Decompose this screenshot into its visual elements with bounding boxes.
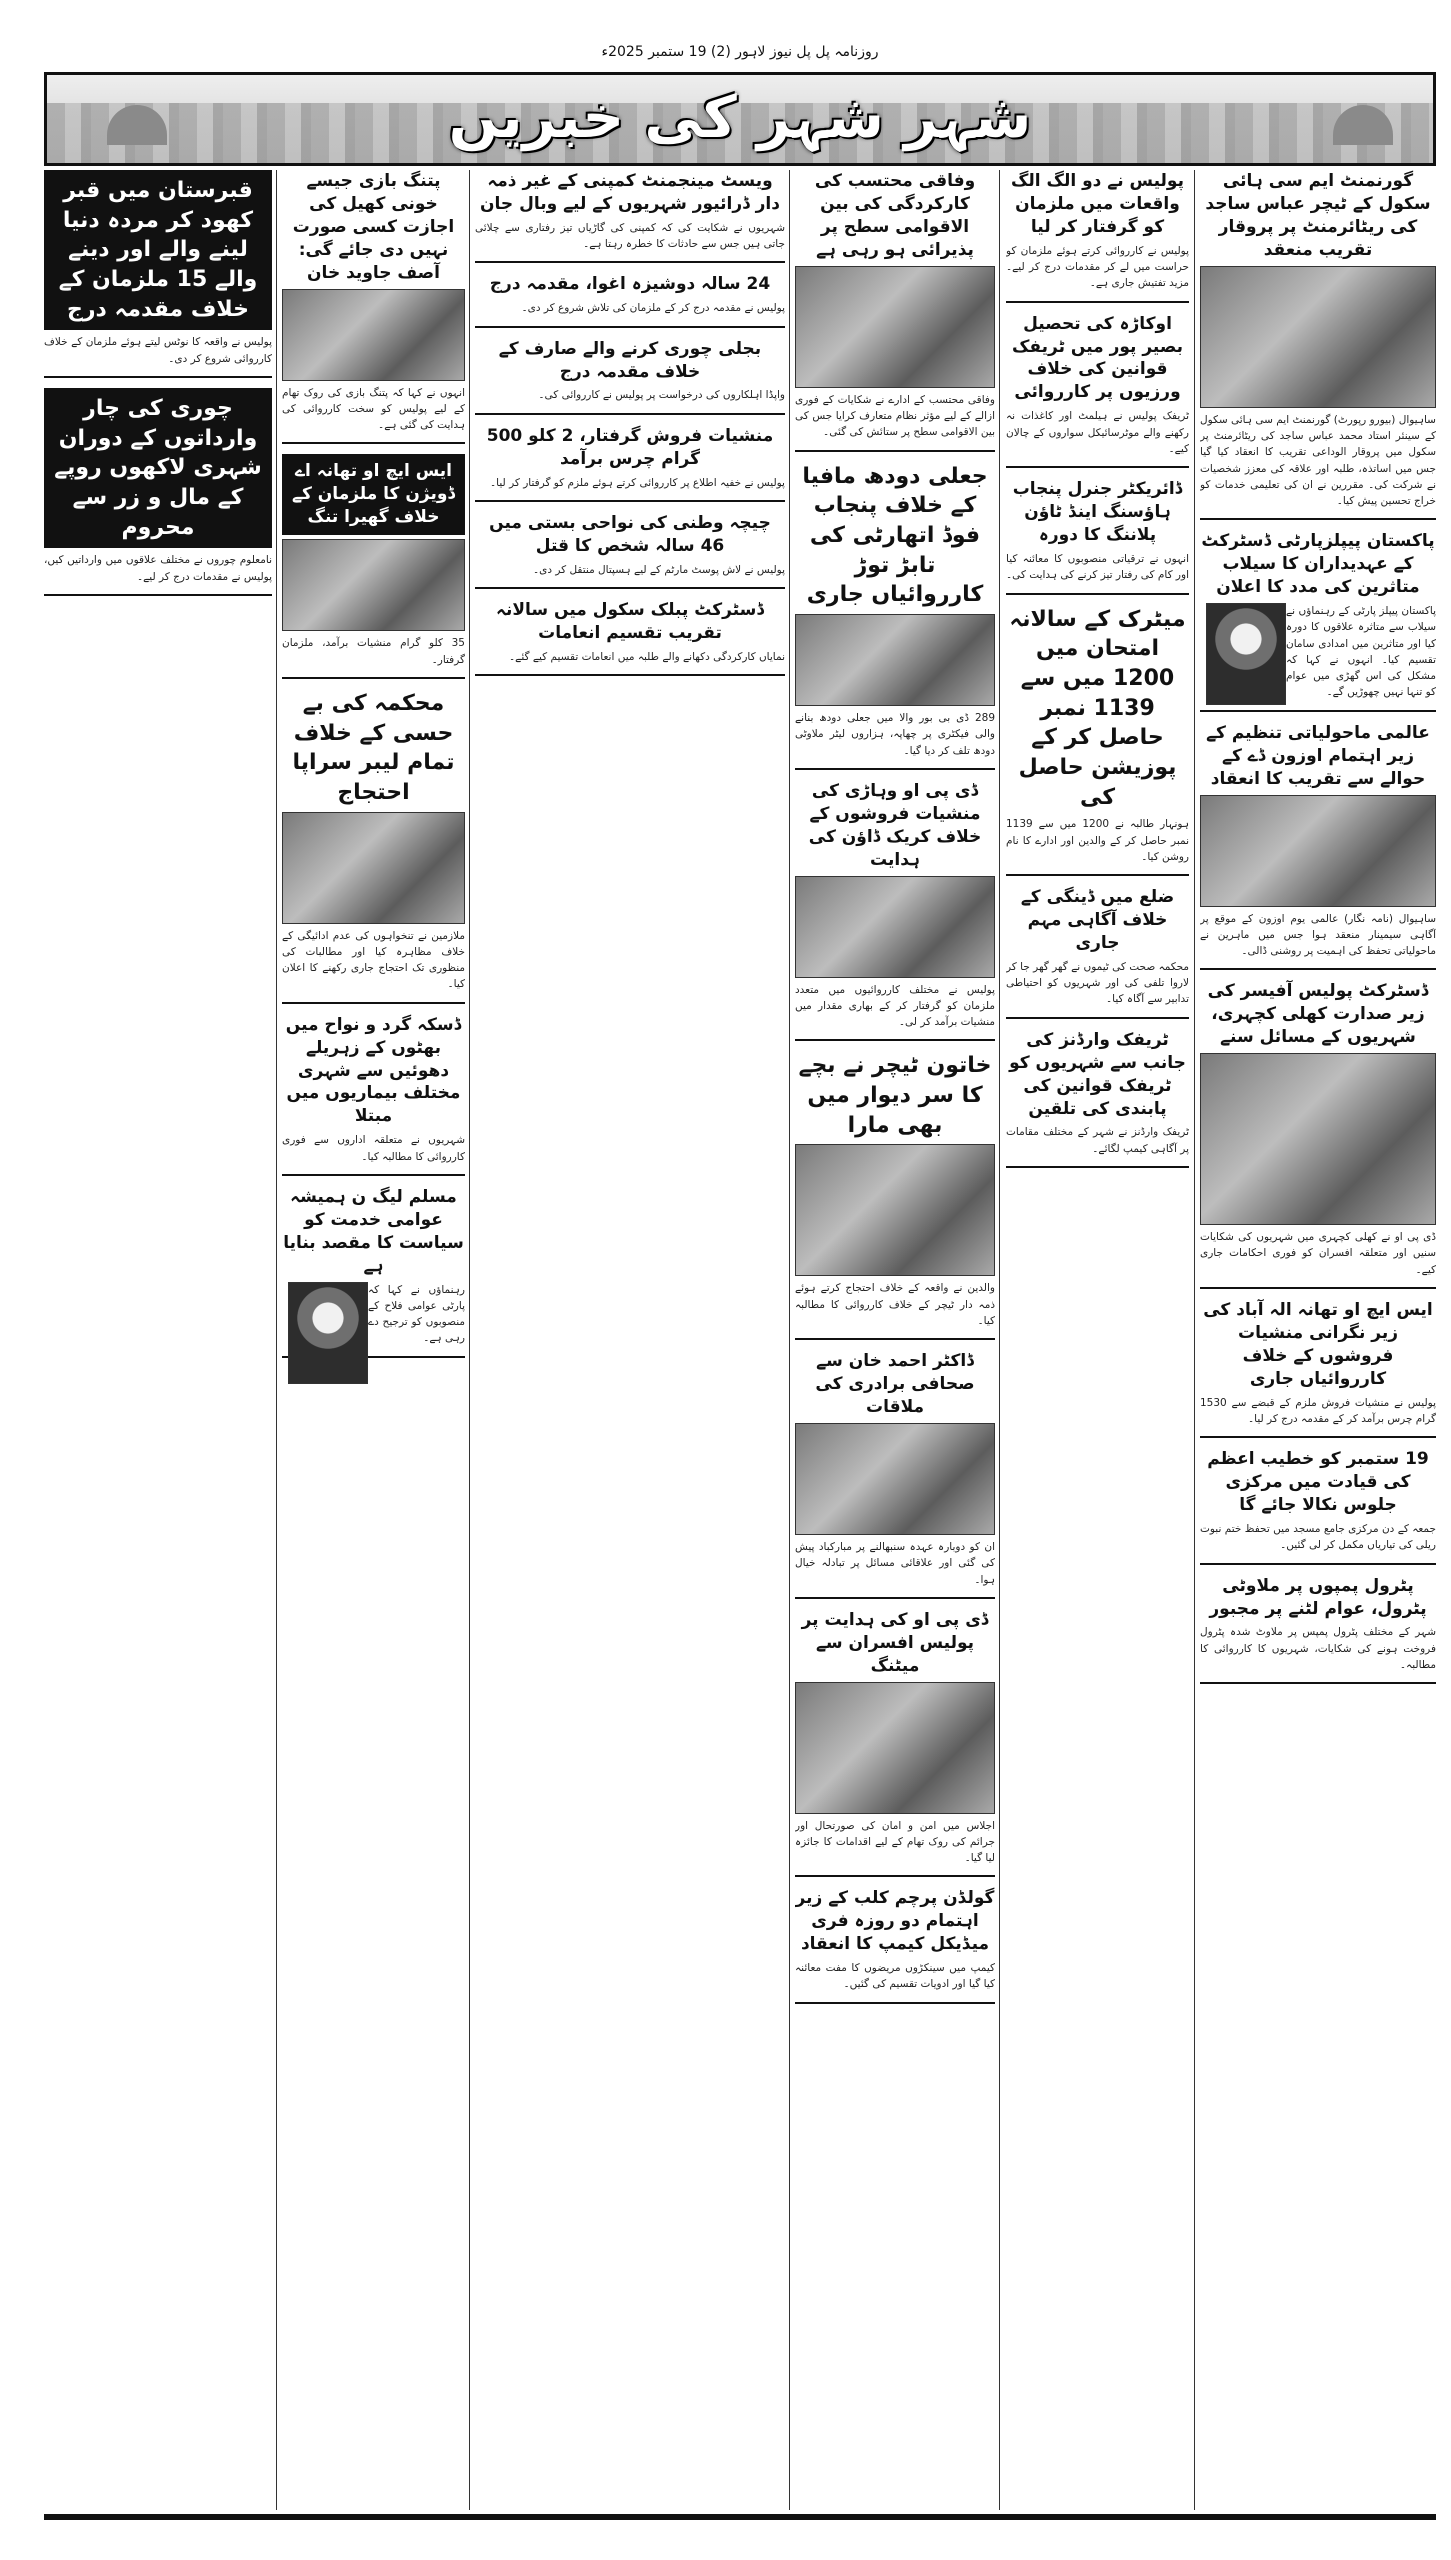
- article-body: شہریوں نے شکایت کی کہ کمپنی کی گاڑیاں تیز رفتاری سے چلائی جاتی ہیں جس سے حادثات کا خطرہ رہتا ہے۔: [475, 221, 785, 251]
- article-headline: 19 ستمبر کو خطیب اعظم کی قیادت میں مرکزی جلوس نکالا جائے گا: [1207, 1449, 1429, 1516]
- article-headline: پٹرول پمپوں پر ملاوٹی پٹرول، عوام لٹنے پر مجبور: [1209, 1575, 1427, 1619]
- news-article: [1200, 980, 1436, 1289]
- news-article: [1006, 313, 1189, 469]
- article-headline: مسلم لیگ ن ہمیشہ عوامی خدمت کو سیاست کا مقصد بنایا ہے: [283, 1186, 464, 1276]
- article-body: پولیس نے مختلف کارروائیوں میں متعدد ملزمان کو گرفتار کر کے بھاری مقدار میں منشیات برآمد کر لی۔: [795, 983, 995, 1029]
- article-body: پولیس نے واقعہ کا نوٹس لیتے ہوئے ملزمان کے خلاف کارروائی شروع کر دی۔: [44, 336, 272, 365]
- article-headline: ڈسٹرکٹ پولیس آفیسر کی زیر صدارت کھلی کچہری، شہریوں کے مسائل سنے: [1207, 981, 1429, 1048]
- news-article: [475, 273, 785, 327]
- article-headline: ضلع میں ڈینگی کے خلاف آگاہی مہم جاری: [1020, 887, 1175, 953]
- article-body: ساہیوال (نامہ نگار) عالمی یوم اوزون کے موقع پر آگاہی سیمینار منعقد ہوا جس میں ماہرین نے ماحولیاتی تحفظ کی اہمیت پر روشنی ڈالی۔: [1200, 912, 1436, 958]
- news-article: [1200, 722, 1436, 971]
- newspaper-page: [44, 44, 1436, 2520]
- article-body: پاکستان پیپلز پارٹی کے رہنماؤں نے سیلاب سے متاثرہ علاقوں کا دورہ کیا اور متاثرین میں امدادی سامان تقسیم کیا۔ انہوں نے کہا کہ مشکل کی اس گھڑی میں عوام کو تنہا نہیں چھوڑیں گے۔: [1286, 605, 1436, 699]
- column-1: [1200, 170, 1436, 2510]
- news-article: [1200, 1299, 1436, 1438]
- section-title: شہر شہر کی خبریں: [448, 83, 1032, 151]
- news-article: [282, 1014, 465, 1176]
- article-headline: ڈسکہ گرد و نواح میں بھٹوں کے زہریلے دھوئیں سے شہری مختلف بیماریوں میں مبتلا: [285, 1014, 462, 1127]
- article-body: رہنماؤں نے کہا کہ پارٹی عوامی فلاح کے منصوبوں کو ترجیح دے رہی ہے۔: [368, 1283, 465, 1345]
- article-body: انہوں نے ترقیاتی منصوبوں کا معائنہ کیا اور کام کی رفتار تیز کرنے کی ہدایت کی۔: [1006, 552, 1189, 582]
- news-article: [795, 462, 995, 770]
- news-article: [475, 425, 785, 502]
- portrait-photo: [288, 1282, 368, 1384]
- article-headline: ڈی پی او وہاڑی کی منشیات فروشوں کے خلاف کریک ڈاؤن کی ہدایت: [808, 780, 982, 870]
- news-article: [282, 1186, 465, 1358]
- news-article: [1200, 1575, 1436, 1685]
- article-body: پولیس نے لاش پوسٹ مارٹم کے لیے ہسپتال منتقل کر دی۔: [532, 563, 785, 576]
- article-photo: [1200, 266, 1436, 408]
- article-photo: [282, 539, 465, 631]
- article-body: وفاقی محتسب کے ادارے نے شکایات کے فوری ازالے کے لیے مؤثر نظام متعارف کرایا جس کی بین الاقوامی سطح پر ستائش کی گئی۔: [795, 393, 995, 439]
- news-article: [1200, 530, 1436, 711]
- article-headline: بجلی چوری کرنے والے صارف کے خلاف مقدمہ درج: [498, 338, 762, 382]
- article-photo: [795, 266, 995, 388]
- article-photo: [795, 1144, 995, 1276]
- page-footer-rule: [44, 2514, 1436, 2520]
- news-article: [1200, 1448, 1436, 1564]
- article-headline: عالمی ماحولیاتی تنظیم کے زیر اہتمام اوزون ڈے کے حوالے سے تقریب کا انعقاد: [1206, 722, 1430, 789]
- article-headline: ڈسٹرکٹ پبلک سکول میں سالانہ تقریب تقسیم انعامات: [496, 600, 764, 643]
- article-headline: منشیات فروش گرفتار، 2 کلو 500 گرام چرس برآمد: [486, 425, 774, 469]
- news-article: [795, 1887, 995, 2003]
- article-headline: جعلی دودھ مافیا کے خلاف پنجاب فوڈ اتھارٹی کی تابڑ توڑ کارروائیاں جاری: [802, 463, 988, 608]
- article-headline: ڈی پی او کی ہدایت پر پولیس افسران سے میٹنگ: [801, 1609, 989, 1676]
- column-5: [282, 170, 465, 2510]
- news-article: [1006, 1029, 1189, 1168]
- article-body: جمعہ کے دن مرکزی جامع مسجد میں تحفظ ختم نبوت ریلی کی تیاریاں مکمل کر لی گئیں۔: [1200, 1523, 1436, 1552]
- article-body: انہوں نے کہا کہ پتنگ بازی کی روک تھام کے لیے پولیس کو سخت کارروائی کی ہدایت کی گئی ہے۔: [282, 386, 465, 432]
- article-headline: میٹرک کے سالانہ امتحان میں 1200 میں سے 1139 نمبر حاصل کر کے پوزیشن حاصل کی: [1009, 606, 1186, 810]
- article-body: پولیس نے منشیات فروش ملزم کے قبضے سے 1530 گرام چرس برآمد کر کے مقدمہ درج کر لیا۔: [1200, 1396, 1436, 1425]
- news-article: [475, 599, 785, 676]
- article-headline: محکمہ کی بے حسی کے خلاف تمام لیبر سراپا احتجاج: [292, 690, 455, 805]
- article-body: 35 کلو گرام منشیات برآمد، ملزمان گرفتار۔: [282, 637, 465, 666]
- column-4: [475, 170, 785, 2510]
- article-headline: 24 سالہ دوشیزہ اغوا، مقدمہ درج: [489, 274, 771, 295]
- article-headline: ایس ایچ او تھانہ الہ آباد کی زیر نگرانی منشیات فروشوں کے خلاف کارروائیاں جاری: [1203, 1299, 1433, 1389]
- article-body: پولیس نے مقدمہ درج کر کے ملزمان کی تلاش شروع کر دی۔: [521, 302, 785, 315]
- article-photo: [1200, 1053, 1436, 1225]
- article-body: واپڈا اہلکاروں کی درخواست پر پولیس نے کارروائی کی۔: [538, 389, 785, 402]
- article-body: پولیس نے خفیہ اطلاع پر کارروائی کرتے ہوئے ملزم کو گرفتار کر لیا۔: [490, 476, 785, 489]
- news-article: [282, 454, 465, 678]
- article-body: ہونہار طالبہ نے 1200 میں سے 1139 نمبر حاصل کر کے والدین اور ادارے کا نام روشن کیا۔: [1006, 818, 1189, 863]
- article-headline: چوری کی چار وارداتوں کے دوران شہری لاکھوں روپے کے مال و زر سے محروم: [44, 388, 272, 548]
- news-article: [44, 170, 272, 378]
- article-headline: ٹریفک وارڈنز کی جانب سے شہریوں کو ٹریفک قوانین کی پابندی کی تلقین: [1009, 1029, 1186, 1119]
- news-article: [475, 512, 785, 589]
- article-photo: [1200, 795, 1436, 907]
- article-photo: [795, 1423, 995, 1535]
- news-article: [795, 780, 995, 1042]
- article-headline: اوکاڑہ کی تحصیل بصیر پور میں ٹریفک قوانین کی خلاف ورزیوں پر کارروائی: [1012, 313, 1183, 403]
- news-article: [795, 1350, 995, 1599]
- news-article: [475, 170, 785, 263]
- news-article: [1006, 170, 1189, 303]
- article-photo: [282, 289, 465, 381]
- article-body: اجلاس میں امن و امان کی صورتحال اور جرائم کی روک تھام کے لیے اقدامات کا جائزہ لیا گیا۔: [795, 1819, 995, 1865]
- article-body: محکمہ صحت کی ٹیموں نے گھر گھر جا کر لاروا تلفی کی اور شہریوں کو احتیاطی تدابیر سے آگاہ کیا۔: [1006, 960, 1189, 1006]
- article-body: نمایاں کارکردگی دکھانے والے طلبہ میں انعامات تقسیم کیے گئے۔: [509, 650, 785, 663]
- article-body: نامعلوم چوروں نے مختلف علاقوں میں وارداتیں کیں، پولیس نے مقدمات درج کر لیے۔: [44, 554, 272, 583]
- dateline: روزنامہ پل پل نیوز لاہور (2) 19 ستمبر 2025ء: [601, 44, 879, 60]
- article-headline: پولیس نے دو الگ الگ واقعات میں ملزمان کو گرفتار کر لیا: [1011, 171, 1184, 237]
- article-body: ٹریفک وارڈنز نے شہر کے مختلف مقامات پر آگاہی کیمپ لگائے۔: [1006, 1126, 1189, 1155]
- news-article: [795, 1051, 995, 1340]
- article-body: ان کو دوبارہ عہدہ سنبھالنے پر مبارکباد پیش کی گئی اور علاقائی مسائل پر تبادلہ خیال ہوا۔: [795, 1541, 995, 1586]
- article-headline: ڈائریکٹر جنرل پنجاب ہاؤسنگ اینڈ ٹاؤن پلاننگ کا دورہ: [1012, 479, 1183, 546]
- portrait-photo: [1206, 603, 1286, 705]
- article-headline: گولڈن پرچم کلب کے زیر اہتمام دو روزہ فری میڈیکل کیمپ کا انعقاد: [795, 1888, 995, 1955]
- article-photo: [795, 614, 995, 706]
- article-headline: چیچہ وطنی کی نواحی بستی میں 46 سالہ شخص کا قتل: [489, 512, 771, 556]
- article-body: شہر کے مختلف پٹرول پمپس پر ملاوٹ شدہ پٹرول فروخت ہونے کی شکایات، شہریوں کا کارروائی کا مطالبہ۔: [1200, 1626, 1436, 1671]
- news-article: [1006, 478, 1189, 594]
- article-headline: ڈاکٹر احمد خان سے صحافی برادری کی ملاقات: [815, 1351, 975, 1418]
- news-article: [475, 338, 785, 415]
- article-headline: ویسٹ مینجمنٹ کمپنی کے غیر ذمہ دار ڈرائیور شہریوں کے لیے وبال جان: [480, 171, 780, 214]
- section-banner: [44, 72, 1436, 166]
- column-3: [795, 170, 995, 2510]
- news-article: [1006, 886, 1189, 1019]
- article-headline: ایس ایچ او تھانہ اے ڈویژن کا ملزمان کے خلاف گھیرا تنگ: [282, 454, 465, 535]
- news-article: [795, 170, 995, 452]
- news-article: [44, 388, 272, 596]
- column-6: [44, 170, 272, 2510]
- article-body: والدین نے واقعہ کے خلاف احتجاج کرتے ہوئے ذمہ دار ٹیچر کے خلاف کارروائی کا مطالبہ کیا۔: [795, 1282, 995, 1327]
- news-article: [1006, 605, 1189, 877]
- article-photo: [282, 812, 465, 924]
- article-body: ملازمین نے تنخواہوں کی عدم ادائیگی کے خلاف مظاہرہ کیا اور مطالبات کی منظوری تک احتجاج جاری رکھنے کا اعلان کیا۔: [282, 929, 465, 991]
- article-headline: پاکستان پیپلزپارٹی ڈسٹرکٹ کے عہدیداران کا سیلاب متاثرین کی مدد کا اعلان: [1201, 531, 1435, 598]
- article-body: 289 ڈی بی بور والا میں جعلی دودھ بنانے والی فیکٹری پر چھاپہ، ہزاروں لیٹر ملاوٹی دودھ تلف کر دیا گیا۔: [795, 711, 995, 757]
- article-headline: خاتون ٹیچر نے بچے کا سر دیوار میں بھی مارا: [798, 1053, 992, 1138]
- news-article: [795, 1609, 995, 1878]
- article-body: ساہیوال (بیورو رپورٹ) گورنمنٹ ایم سی ہائی سکول کے سینئر استاد محمد عباس ساجد کی ریٹائرمنٹ پر سکول میں پروقار الوداعی تقریب کا انعقاد کیا گیا جس میں اساتذہ، طلبہ اور علاقہ کی معزز شخصیات نے شرکت کی۔ مقررین نے ان کی تعلیمی خدمات کو خراج تحسین پیش کیا۔: [1200, 413, 1436, 508]
- article-headline: پتنگ بازی جیسے خونی کھیل کی اجازت کسی صورت نہیں دی جائے گی: آصف جاوید خان: [292, 171, 455, 283]
- column-2: [1006, 170, 1189, 2510]
- article-body: پولیس نے کارروائی کرتے ہوئے ملزمان کو حراست میں لے کر مقدمات درج کر لیے۔ مزید تفتیش جاری ہے۔: [1006, 244, 1189, 290]
- news-article: [282, 689, 465, 1004]
- article-photo: [795, 1682, 995, 1814]
- article-headline: گورنمنٹ ایم سی ہائی سکول کے ٹیچر عباس ساجد کی ریٹائرمنٹ پر پروقار تقریب منعقد: [1205, 171, 1431, 260]
- article-headline: وفاقی محتسب کی کارکردگی کی بین الاقوامی سطح پر پذیرائی ہو رہی ہے: [814, 171, 976, 260]
- article-body: کیمپ میں سینکڑوں مریضوں کا مفت معائنہ کیا گیا اور ادویات تقسیم کی گئیں۔: [795, 1962, 995, 1991]
- article-body: ڈی پی او نے کھلی کچہری میں شہریوں کی شکایات سنیں اور متعلقہ افسران کو فوری احکامات جاری کیے۔: [1200, 1231, 1436, 1276]
- news-article: [1200, 170, 1436, 520]
- article-photo: [795, 876, 995, 978]
- article-body: شہریوں نے متعلقہ اداروں سے فوری کارروائی کا مطالبہ کیا۔: [282, 1134, 465, 1163]
- news-article: [282, 170, 465, 444]
- article-headline: قبرستان میں قبر کھود کر مردہ دنیا لینے والے اور دینے والے 15 ملزمان کے خلاف مقدمہ درج: [44, 170, 272, 330]
- article-body: ٹریفک پولیس نے ہیلمٹ اور کاغذات نہ رکھنے والے موٹرسائیکل سواروں کے چالان کیے۔: [1006, 410, 1189, 455]
